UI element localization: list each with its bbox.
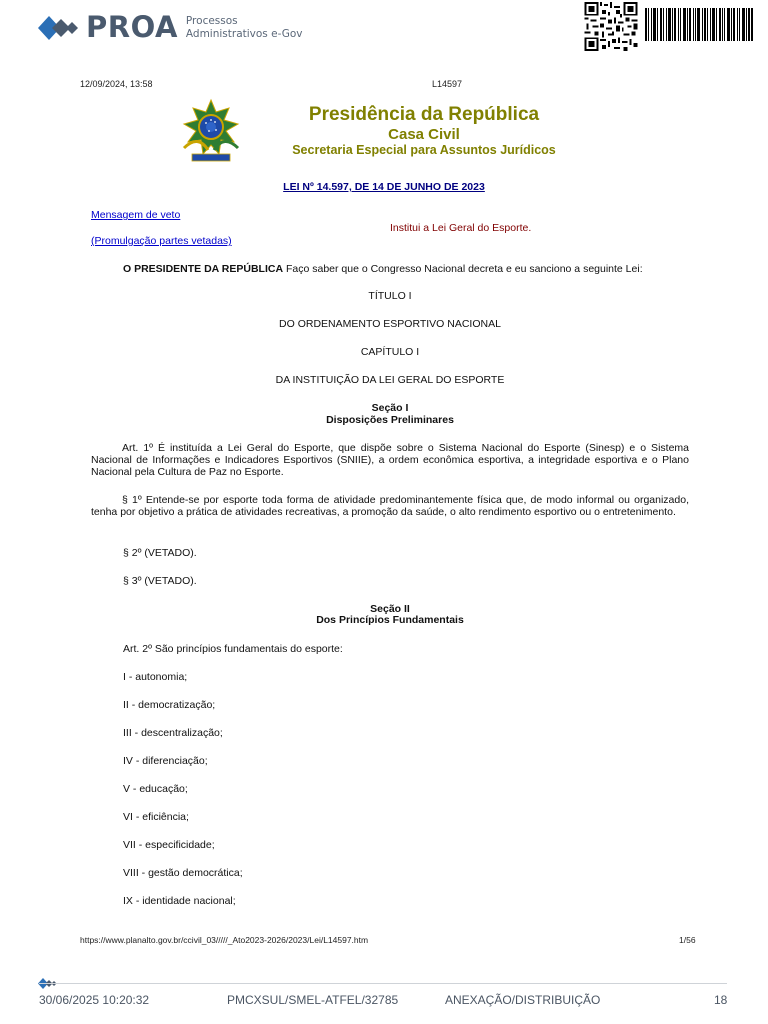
article-2: Art. 2º São princípios fundamentais do esporte: <box>123 643 343 655</box>
preamble-text: Faço saber que o Congresso Nacional decreta e eu sanciono a seguinte Lei: <box>283 263 643 275</box>
secao1-heading: Seção I <box>371 402 409 414</box>
article-1: Art. 1º É instituída a Lei Geral do Esporte, que dispõe sobre o Sistema Nacional do Esporte (Sinesp) e o Sistema Nacional de Informações e Indicadores Esportivos (SNIIE), a ordem econômica esportiva, a integridade esportiva e o Plano Nacional pela Cultura de Paz no Esporte. <box>91 442 689 478</box>
secao2-name: Dos Princípios Fundamentais <box>316 614 464 626</box>
footer-action: ANEXAÇÃO/DISTRIBUIÇÃO <box>445 993 601 1007</box>
footer-divider <box>39 983 727 984</box>
footer-page-number: 18 <box>714 993 728 1007</box>
org-casa-civil: Casa Civil <box>388 125 460 143</box>
paragraph-1: § 1º Entende-se por esporte toda forma de atividade predominantemente física que, de modo informal ou organizado, tenha por objetivo a prática de atividades recreativas, a promoção da saúde, o alto rendimento esportivo ou o entretenimento. <box>91 494 689 518</box>
proa-wordmark: PROA <box>86 10 178 44</box>
preamble <box>123 263 643 275</box>
list-item: I - autonomia; <box>123 671 188 683</box>
list-item: IV - diferenciação; <box>123 755 208 767</box>
org-secretaria: Secretaria Especial para Assuntos Jurídicos <box>292 143 556 158</box>
brazil-coat-of-arms-icon <box>178 98 244 166</box>
proa-subtitle-line1: Processos <box>185 14 238 27</box>
list-item: V - educação; <box>123 783 188 795</box>
secao1-name: Disposições Preliminares <box>326 414 454 426</box>
secao2-heading: Seção II <box>370 603 410 615</box>
list-item: IX - identidade nacional; <box>123 895 236 907</box>
footer-process-number: PMCXSUL/SMEL-ATFEL/32785 <box>227 993 399 1007</box>
proa-subtitle <box>186 15 303 41</box>
list-item: II - democratização; <box>123 699 216 711</box>
law-title-link[interactable]: LEI Nº 14.597, DE 14 DE JUNHO DE 2023 <box>283 181 485 193</box>
barcode-icon <box>645 8 753 41</box>
proa-subtitle-line2: Administrativos e-Gov <box>185 27 303 40</box>
proa-logo <box>38 10 303 44</box>
print-datetime: 12/09/2024, 13:58 <box>80 79 153 89</box>
ementa: Institui a Lei Geral do Esporte. <box>390 222 532 234</box>
titulo-heading: TÍTULO I <box>368 290 412 302</box>
preamble-president: O PRESIDENTE DA REPÚBLICA <box>123 263 284 275</box>
paragraph-2: § 2º (VETADO). <box>123 547 197 559</box>
list-item: VIII - gestão democrática; <box>123 867 243 879</box>
promulgation-link[interactable]: (Promulgação partes vetadas) <box>91 235 232 247</box>
source-url: https://www.planalto.gov.br/ccivil_03/////_Ato2023-2026/2023/Lei/L14597.htm <box>80 935 369 945</box>
veto-message-link[interactable]: Mensagem de veto <box>91 209 181 221</box>
footer-datetime: 30/06/2025 10:20:32 <box>39 993 150 1007</box>
qr-code-icon <box>584 2 638 51</box>
doc-page-number: 1/56 <box>679 935 696 945</box>
list-item: VI - eficiência; <box>123 811 189 823</box>
issuing-authority <box>254 104 594 157</box>
capitulo-heading: CAPÍTULO I <box>360 346 420 358</box>
proa-diamonds-icon <box>38 15 84 41</box>
capitulo-name: DA INSTITUIÇÃO DA LEI GERAL DO ESPORTE <box>275 374 505 386</box>
print-code: L14597 <box>432 79 463 89</box>
list-item: III - descentralização; <box>123 727 223 739</box>
org-presidencia: Presidência da República <box>308 104 540 125</box>
paragraph-3: § 3º (VETADO). <box>123 575 197 587</box>
list-item: VII - especificidade; <box>123 839 215 851</box>
titulo-name: DO ORDENAMENTO ESPORTIVO NACIONAL <box>279 318 501 330</box>
